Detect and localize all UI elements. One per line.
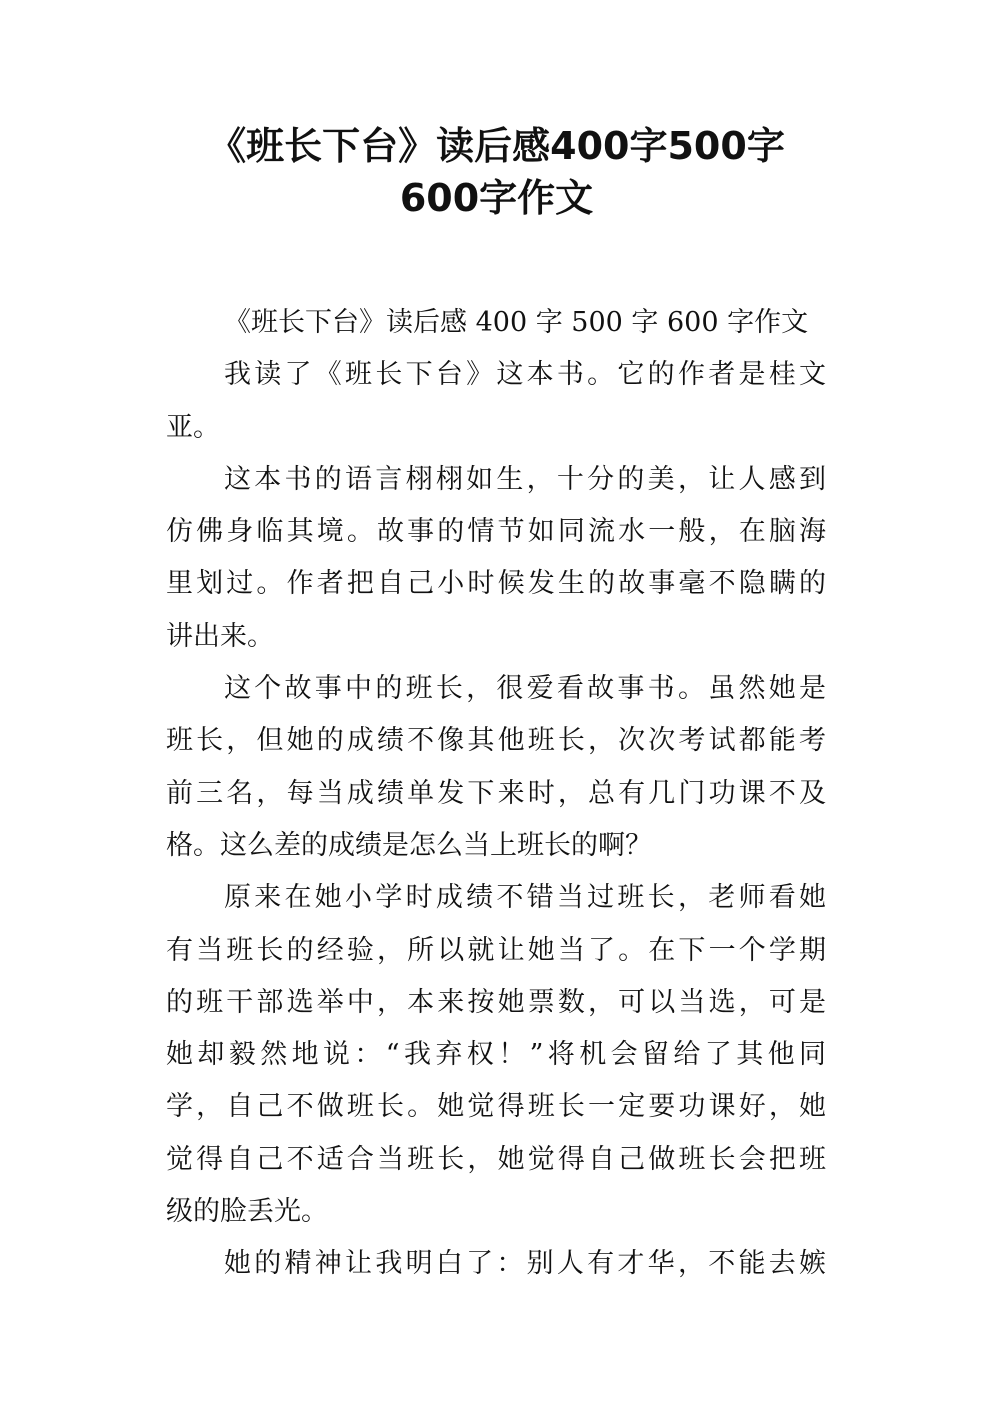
- body-line: 班长，但她的成绩不像其他班长，次次考试都能考: [166, 725, 826, 757]
- body-line: 《班长下台》读后感 400 字 500 字 600 字作文: [224, 307, 809, 338]
- body-line: 的班干部选举中，本来按她票数，可以当选，可是: [166, 986, 826, 1018]
- body-line: 亚。: [166, 411, 220, 443]
- body-line: 我读了《班长下台》这本书。它的作者是桂文: [224, 359, 826, 391]
- body-line: 这个故事中的班长，很爱看故事书。虽然她是: [224, 673, 826, 705]
- document-body: [166, 297, 826, 1291]
- body-line: 格。这么差的成绩是怎么当上班长的啊？: [166, 829, 652, 861]
- body-line: 她的精神让我明白了：别人有才华，不能去嫉: [224, 1248, 826, 1280]
- body-line: 学，自己不做班长。她觉得班长一定要功课好，她: [166, 1091, 826, 1123]
- body-line: 原来在她小学时成绩不错当过班长，老师看她: [224, 882, 826, 914]
- title-line-1: 《班长下台》读后感400字500字: [208, 124, 785, 168]
- body-line: 讲出来。: [166, 620, 274, 652]
- body-line: 有当班长的经验，所以就让她当了。在下一个学期: [166, 934, 826, 966]
- body-line: 她却毅然地说：“我弃权！”将机会留给了其他同: [166, 1039, 826, 1071]
- body-line: 仿佛身临其境。故事的情节如同流水一般，在脑海: [166, 516, 826, 548]
- body-line: 前三名，每当成绩单发下来时，总有几门功课不及: [166, 777, 826, 809]
- body-line: 觉得自己不适合当班长，她觉得自己做班长会把班: [166, 1143, 826, 1175]
- body-line: 里划过。作者把自己小时候发生的故事毫不隐瞒的: [166, 568, 826, 600]
- document-title: [120, 120, 873, 224]
- body-line: 级的脸丢光。: [166, 1196, 328, 1228]
- title-line-2: 600字作文: [399, 176, 594, 220]
- body-line: 这本书的语言栩栩如生，十分的美，让人感到: [224, 463, 826, 495]
